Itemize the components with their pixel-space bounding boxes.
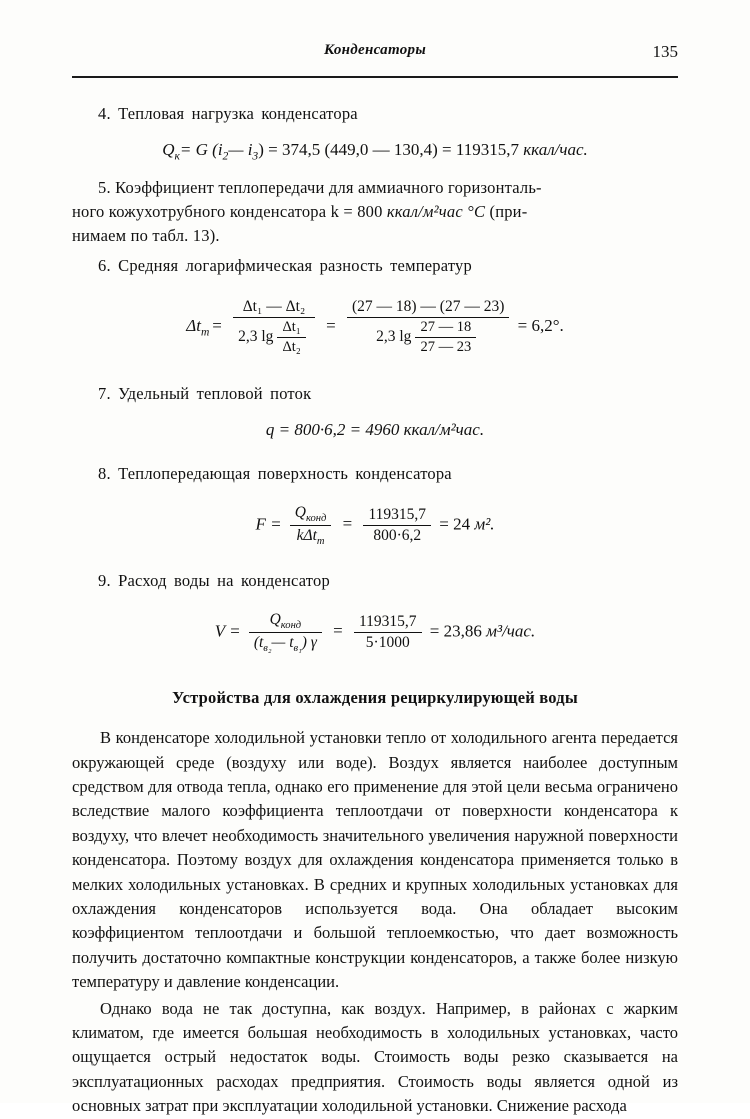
formula-6-den-2-text: 2,3 lg bbox=[376, 328, 412, 346]
formula-6-inner-den-2: 27 — 23 bbox=[420, 339, 472, 355]
formula-6-inner-frac-2 bbox=[415, 319, 476, 356]
paragraph-2: Однако вода не так доступна, как воздух. Например, в районах с жарким климатом, где имеется большая необходимость в холодильных установках, часто ощущается острый недостаток воды. Стоимость воды резко сказывается на эксплуатационных расходах предприятия. Стоимость воды является одной из основных затрат при эксплуатации холодильной установки. Снижение расхода bbox=[72, 998, 678, 1116]
formula-6-inner-num-2: 27 — 18 bbox=[415, 319, 476, 338]
formula-6-inner-frac-1 bbox=[277, 319, 305, 356]
formula-8-num-1 bbox=[290, 504, 332, 526]
formula-9-den-1-a-sub: в₂ bbox=[263, 643, 272, 655]
formula-6-den-1-text: 2,3 lg bbox=[238, 328, 274, 346]
formula-9-den-1-c: ) γ bbox=[301, 634, 317, 652]
formula-9: V = $\frac{Q_{конд}}{(t_{в_2}— t_{в_1}) \gamma}$ = $\frac{119315,7}{5\cdot 1000}$ = 23,86 м³/час. bbox=[214, 610, 536, 655]
formula-4-lhs: Q bbox=[162, 139, 175, 159]
formula-6-frac-1 bbox=[233, 298, 315, 356]
running-title: Конденсаторы bbox=[323, 42, 427, 58]
list-item-8 bbox=[72, 462, 678, 486]
formula-6-lhs-sub: m bbox=[200, 325, 210, 339]
formula-4-expr: = G (i bbox=[179, 139, 223, 159]
formula-8-den-1-sub: m bbox=[316, 536, 325, 548]
formula-6: $\Delta t_m$ = Δt₁ — Δt₂ 2,3 lg $\frac{\text{Δt₁}}{\text{Δt₂}}$ = (27 — 18) — (27 — 23) 2,3 lg $\frac{27 — 18}{27 — 23}$ = 6,2°. bbox=[186, 298, 564, 355]
formula-8-num-1-q: Q bbox=[294, 503, 306, 521]
item-5-units: ккал/м²час °С bbox=[386, 202, 486, 222]
formula-7 bbox=[72, 420, 678, 440]
page-header bbox=[72, 42, 678, 70]
formula-8-frac-2 bbox=[363, 506, 431, 545]
item-4-number: 4. bbox=[98, 104, 111, 123]
formula-6-lhs: Δt bbox=[186, 315, 201, 335]
formula-4 bbox=[72, 140, 678, 162]
formula-8-frac-1 bbox=[290, 504, 332, 547]
formula-6-frac-2 bbox=[347, 298, 509, 356]
item-5-text-4: нимаем по табл. 13). bbox=[72, 226, 220, 246]
item-5-text-3: (при- bbox=[485, 202, 528, 222]
formula-4-tail: ) = 374,5 (449,0 — 130,4) = 119315,7 bbox=[258, 139, 519, 159]
formula-4-lhs-sub: к bbox=[174, 149, 180, 163]
page-number: 135 bbox=[652, 42, 678, 61]
formula-9-den-2: 5·1000 bbox=[365, 634, 410, 652]
formula-8-num-1-sub: конд bbox=[306, 512, 327, 524]
formula-8-lhs: F = bbox=[255, 514, 282, 534]
formula-6-result: = 6,2°. bbox=[517, 315, 564, 335]
formula-8-num-2: 119315,7 bbox=[363, 506, 431, 526]
formula-8-den-1-text: kΔt bbox=[296, 526, 317, 544]
formula-8: F = $\frac{Q_{конд}}{k\Delta t_m}$ = $\frac{119315,7}{800\cdot 6,2}$ = 24 м². bbox=[255, 503, 495, 548]
item-5-text-1: Коэффициент теплопередачи для аммиачного горизонталь- bbox=[115, 178, 542, 198]
formula-4-units: ккал/час. bbox=[523, 139, 588, 159]
item-9-heading: Расход воды на конденсатор bbox=[118, 571, 330, 591]
formula-8-den-1 bbox=[290, 526, 332, 547]
section-title: Устройства для охлаждения рециркулирующей воды bbox=[172, 688, 578, 708]
item-4-heading: Тепловая нагрузка конденсатора bbox=[118, 104, 358, 123]
formula-6-num-2: (27 — 18) — (27 — 23) bbox=[347, 298, 509, 318]
item-6-number: 6. bbox=[98, 256, 111, 276]
formula-9-units: м³/час. bbox=[486, 621, 536, 641]
item-5-number: 5. bbox=[98, 178, 111, 198]
formula-8-result: = 24 bbox=[439, 514, 471, 534]
formula-8-den-2: 800·6,2 bbox=[373, 526, 422, 544]
formula-9-result: = 23,86 bbox=[429, 621, 482, 641]
formula-9-den-1-b: — t bbox=[271, 634, 294, 652]
item-6-heading: Средняя логарифмическая разность температур bbox=[118, 256, 472, 276]
list-item-4 bbox=[72, 102, 678, 126]
paragraph-1: В конденсаторе холодильной установки тепло от холодильного агента передается окружающей среде (воздуху или воде). Воздух является наиболее доступным средством для отвода тепла, однако его применение для этой цели весьма ограничено вследствие малого коэффициента теплоотдачи от поверхности конденсатора к воздуху, что влечет необходимость значительного увеличения наружной поверхности конденсатора. Поэтому воздух для охлаждения конденсатора применяется только в мелких холодильных установках. В средних и крупных холодильных установках для охлаждения конденсаторов используется вода. Она обладает высоким коэффициентом теплоотдачи и большой теплоемкостью, что дает возможность получить достаточно компактные конструкции конденсаторов, а также более низкую температуру и давление конденсации. bbox=[72, 728, 678, 992]
formula-9-den-1-a: (t bbox=[253, 634, 264, 652]
item-5-text-2: ного кожухотрубного конденсатора k = 800 bbox=[72, 202, 387, 222]
item-9-number: 9. bbox=[98, 571, 111, 591]
formula-9-frac-1 bbox=[249, 611, 322, 654]
formula-9-den-1 bbox=[249, 633, 322, 654]
formula-9-num-1-q: Q bbox=[269, 610, 281, 628]
list-item-6 bbox=[72, 254, 678, 278]
formula-9-lhs: V = bbox=[214, 621, 241, 641]
formula-6-inner-num-1: Δt₁ bbox=[277, 319, 305, 338]
formula-7-expr: q = 800·6,2 = 4960 bbox=[265, 419, 400, 439]
formula-9-frac-2 bbox=[354, 613, 422, 652]
formula-4-sub2: 3 bbox=[252, 149, 259, 163]
item-8-heading: Теплопередающая поверхность конденсатора bbox=[118, 463, 452, 483]
formula-9-den-1-b-sub: в₁ bbox=[293, 643, 302, 655]
formula-6-den-1 bbox=[233, 318, 315, 356]
formula-9-num-1 bbox=[249, 611, 322, 633]
list-item-9 bbox=[72, 569, 678, 593]
formula-9-num-2: 119315,7 bbox=[354, 613, 422, 633]
list-item-7 bbox=[72, 382, 678, 406]
formula-6-den-2 bbox=[347, 318, 509, 356]
list-item-5 bbox=[72, 176, 678, 248]
formula-9-num-1-sub: конд bbox=[280, 620, 302, 632]
formula-6-num-1: Δt₁ — Δt₂ bbox=[233, 298, 315, 318]
page-content bbox=[72, 42, 678, 1119]
item-7-number: 7. bbox=[98, 384, 111, 403]
formula-4-sub1: 2 bbox=[222, 149, 229, 163]
item-7-heading: Удельный тепловой поток bbox=[118, 384, 312, 403]
formula-7-units: ккал/м²час. bbox=[403, 419, 485, 439]
formula-4-mid: — i bbox=[228, 139, 253, 159]
formula-6-inner-den-1: Δt₂ bbox=[282, 339, 301, 355]
formula-8-units: м². bbox=[474, 514, 495, 534]
item-8-number: 8. bbox=[98, 463, 111, 483]
header-rule bbox=[72, 76, 678, 78]
